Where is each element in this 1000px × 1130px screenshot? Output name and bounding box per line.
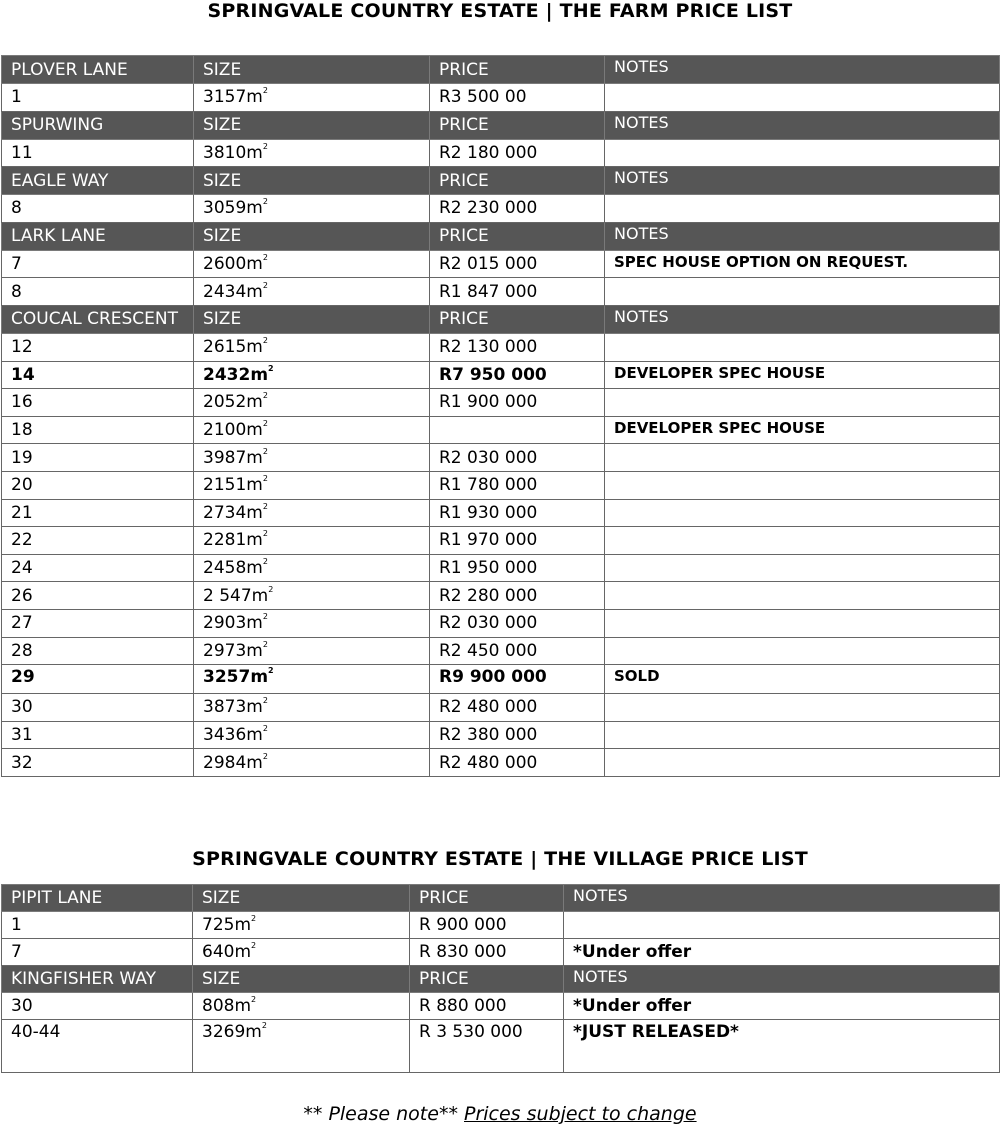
stand-number-cell: 11	[2, 139, 194, 167]
price-cell: R1 950 000	[430, 554, 605, 582]
table-row	[2, 637, 1000, 665]
notes-header: NOTES	[605, 111, 1000, 139]
notes-cell	[605, 527, 1000, 555]
size-cell	[194, 694, 430, 722]
size-value: 2984m	[203, 752, 263, 773]
farm-price-table	[1, 55, 1000, 777]
squared-superscript: 2	[251, 995, 257, 1004]
notes-cell: DEVELOPER SPEC HOUSE	[605, 361, 1000, 389]
street-name-header: PLOVER LANE	[2, 56, 194, 84]
stand-number-cell: 40-44	[2, 1020, 193, 1073]
stand-number-cell: 8	[2, 278, 194, 306]
squared-superscript: 2	[251, 941, 257, 950]
street-name-header: KINGFISHER WAY	[2, 966, 193, 993]
table-row	[2, 609, 1000, 637]
stand-number-cell: 21	[2, 499, 194, 527]
price-header: PRICE	[410, 885, 564, 912]
table-row	[2, 333, 1000, 361]
stand-number-cell: 27	[2, 609, 194, 637]
size-cell	[194, 389, 430, 417]
table-row	[2, 84, 1000, 112]
village-price-table	[1, 884, 1000, 1073]
notes-header: NOTES	[564, 966, 1000, 993]
price-cell: R3 500 00	[430, 84, 605, 112]
section-header-row	[2, 56, 1000, 84]
price-cell: R 3 530 000	[410, 1020, 564, 1073]
notes-header: NOTES	[605, 222, 1000, 250]
price-header: PRICE	[430, 111, 605, 139]
street-name-header: PIPIT LANE	[2, 885, 193, 912]
squared-superscript: 2	[261, 1021, 267, 1030]
section-header-row	[2, 222, 1000, 250]
table-row	[2, 527, 1000, 555]
village-price-list-title: SPRINGVALE COUNTRY ESTATE | THE VILLAGE PRICE LIST	[192, 848, 808, 870]
squared-superscript: 2	[268, 666, 274, 676]
price-cell: R2 480 000	[430, 694, 605, 722]
size-value: 2151m	[203, 475, 263, 496]
notes-header: NOTES	[605, 56, 1000, 84]
table-row	[2, 471, 1000, 499]
price-cell	[430, 416, 605, 444]
stand-number-cell: 1	[2, 84, 194, 112]
notes-cell	[605, 694, 1000, 722]
size-header: SIZE	[193, 885, 410, 912]
squared-superscript: 2	[262, 280, 268, 290]
table-row	[2, 665, 1000, 694]
table-row	[2, 195, 1000, 223]
squared-superscript: 2	[262, 336, 268, 346]
street-name-header: EAGLE WAY	[2, 167, 194, 195]
size-cell	[194, 637, 430, 665]
size-cell	[194, 250, 430, 278]
size-cell	[194, 665, 430, 694]
section-header-row	[2, 167, 1000, 195]
notes-cell: DEVELOPER SPEC HOUSE	[605, 416, 1000, 444]
notes-cell	[605, 139, 1000, 167]
size-value: 2734m	[203, 502, 263, 523]
stand-number-cell: 32	[2, 749, 194, 777]
size-header: SIZE	[194, 167, 430, 195]
table-row	[2, 1020, 1000, 1073]
size-cell	[194, 749, 430, 777]
price-cell: R1 847 000	[430, 278, 605, 306]
price-cell: R2 450 000	[430, 637, 605, 665]
squared-superscript: 2	[262, 696, 268, 706]
price-cell: R9 900 000	[430, 665, 605, 694]
price-cell: R7 950 000	[430, 361, 605, 389]
squared-superscript: 2	[262, 557, 268, 567]
squared-superscript: 2	[262, 612, 268, 622]
table-row	[2, 993, 1000, 1020]
price-cell: R2 380 000	[430, 721, 605, 749]
size-header: SIZE	[194, 56, 430, 84]
price-cell: R1 780 000	[430, 471, 605, 499]
price-cell: R2 230 000	[430, 195, 605, 223]
stand-number-cell: 18	[2, 416, 194, 444]
size-header: SIZE	[194, 305, 430, 333]
notes-cell	[605, 637, 1000, 665]
notes-cell: *Under offer	[564, 939, 1000, 966]
disclaimer-underlined: Prices subject to change	[464, 1103, 697, 1125]
stand-number-cell: 31	[2, 721, 194, 749]
stand-number-cell: 30	[2, 993, 193, 1020]
size-value: 3810m	[203, 142, 263, 163]
size-header: SIZE	[194, 222, 430, 250]
stand-number-cell: 7	[2, 250, 194, 278]
stand-number-cell: 24	[2, 554, 194, 582]
size-cell	[194, 721, 430, 749]
stand-number-cell: 7	[2, 939, 193, 966]
price-cell: R2 030 000	[430, 609, 605, 637]
notes-cell	[605, 333, 1000, 361]
squared-superscript: 2	[268, 363, 274, 373]
size-value: 3987m	[203, 447, 263, 468]
squared-superscript: 2	[262, 639, 268, 649]
price-cell: R2 015 000	[430, 250, 605, 278]
notes-cell	[605, 471, 1000, 499]
table-row	[2, 250, 1000, 278]
section-header-row	[2, 966, 1000, 993]
size-cell	[194, 84, 430, 112]
price-cell: R 830 000	[410, 939, 564, 966]
size-cell	[194, 471, 430, 499]
squared-superscript: 2	[262, 197, 268, 207]
stand-number-cell: 14	[2, 361, 194, 389]
price-cell: R2 130 000	[430, 333, 605, 361]
size-value: 640m	[202, 942, 252, 962]
stand-number-cell: 16	[2, 389, 194, 417]
price-header: PRICE	[430, 167, 605, 195]
stand-number-cell: 26	[2, 582, 194, 610]
table-row	[2, 444, 1000, 472]
notes-cell	[605, 554, 1000, 582]
table-row	[2, 499, 1000, 527]
price-cell: R2 030 000	[430, 444, 605, 472]
notes-cell	[605, 499, 1000, 527]
size-cell	[194, 416, 430, 444]
table-row	[2, 278, 1000, 306]
size-cell	[194, 195, 430, 223]
street-name-header: SPURWING	[2, 111, 194, 139]
stand-number-cell: 30	[2, 694, 194, 722]
disclaimer-prefix: ** Please note**	[303, 1103, 464, 1125]
table-row	[2, 749, 1000, 777]
table-row	[2, 361, 1000, 389]
size-value: 2281m	[203, 530, 263, 551]
stand-number-cell: 20	[2, 471, 194, 499]
section-header-row	[2, 305, 1000, 333]
size-cell	[194, 278, 430, 306]
size-header: SIZE	[194, 111, 430, 139]
stand-number-cell: 19	[2, 444, 194, 472]
size-value: 2 547m	[203, 585, 269, 606]
squared-superscript: 2	[268, 584, 274, 594]
notes-cell: *JUST RELEASED*	[564, 1020, 1000, 1073]
size-value: 2615m	[203, 337, 263, 358]
notes-cell	[605, 609, 1000, 637]
size-cell	[194, 444, 430, 472]
squared-superscript: 2	[251, 914, 257, 923]
size-cell	[194, 582, 430, 610]
table-row	[2, 694, 1000, 722]
price-cell: R2 280 000	[430, 582, 605, 610]
size-value: 3257m	[203, 667, 269, 688]
squared-superscript: 2	[262, 529, 268, 539]
size-cell	[193, 993, 410, 1020]
price-disclaimer	[0, 1103, 1000, 1125]
size-value: 3436m	[203, 724, 263, 745]
price-cell: R 880 000	[410, 993, 564, 1020]
size-value: 3157m	[203, 87, 263, 108]
notes-cell	[605, 195, 1000, 223]
price-header: PRICE	[410, 966, 564, 993]
table-row	[2, 389, 1000, 417]
notes-cell	[605, 444, 1000, 472]
price-cell: R1 970 000	[430, 527, 605, 555]
notes-cell: SPEC HOUSE OPTION ON REQUEST.	[605, 250, 1000, 278]
price-header: PRICE	[430, 305, 605, 333]
size-cell	[194, 554, 430, 582]
size-value: 2100m	[203, 420, 263, 441]
squared-superscript: 2	[262, 253, 268, 263]
size-cell	[194, 609, 430, 637]
farm-price-list-title: SPRINGVALE COUNTRY ESTATE | THE FARM PRICE LIST	[207, 0, 793, 22]
price-cell: R1 900 000	[430, 389, 605, 417]
size-value: 2434m	[203, 281, 263, 302]
notes-header: NOTES	[564, 885, 1000, 912]
size-value: 2973m	[203, 640, 263, 661]
stand-number-cell: 29	[2, 665, 194, 694]
stand-number-cell: 22	[2, 527, 194, 555]
size-value: 3269m	[202, 1022, 262, 1042]
price-header: PRICE	[430, 56, 605, 84]
notes-cell	[605, 749, 1000, 777]
squared-superscript: 2	[262, 751, 268, 761]
notes-cell	[605, 721, 1000, 749]
size-value: 2903m	[203, 613, 263, 634]
size-value: 808m	[202, 996, 252, 1016]
notes-cell: SOLD	[605, 665, 1000, 694]
section-header-row	[2, 111, 1000, 139]
size-cell	[193, 912, 410, 939]
squared-superscript: 2	[262, 501, 268, 511]
street-name-header: LARK LANE	[2, 222, 194, 250]
squared-superscript: 2	[262, 141, 268, 151]
stand-number-cell: 1	[2, 912, 193, 939]
size-cell	[194, 139, 430, 167]
size-cell	[194, 333, 430, 361]
notes-cell	[605, 278, 1000, 306]
size-value: 2600m	[203, 254, 263, 275]
notes-cell	[605, 582, 1000, 610]
section-header-row	[2, 885, 1000, 912]
table-row	[2, 582, 1000, 610]
price-cell: R2 180 000	[430, 139, 605, 167]
size-value: 2052m	[203, 392, 263, 413]
stand-number-cell: 28	[2, 637, 194, 665]
size-value: 725m	[202, 915, 252, 935]
size-cell	[194, 527, 430, 555]
size-cell	[193, 1020, 410, 1073]
size-cell	[194, 361, 430, 389]
squared-superscript: 2	[262, 446, 268, 456]
price-cell: R 900 000	[410, 912, 564, 939]
notes-header: NOTES	[605, 305, 1000, 333]
notes-header: NOTES	[605, 167, 1000, 195]
squared-superscript: 2	[262, 723, 268, 733]
size-value: 3873m	[203, 697, 263, 718]
notes-cell	[564, 912, 1000, 939]
size-header: SIZE	[193, 966, 410, 993]
notes-cell	[605, 389, 1000, 417]
street-name-header: COUCAL CRESCENT	[2, 305, 194, 333]
size-value: 2432m	[203, 364, 269, 385]
notes-cell: *Under offer	[564, 993, 1000, 1020]
size-value: 3059m	[203, 198, 263, 219]
stand-number-cell: 8	[2, 195, 194, 223]
size-cell	[193, 939, 410, 966]
notes-cell	[605, 84, 1000, 112]
table-row	[2, 554, 1000, 582]
table-row	[2, 721, 1000, 749]
price-header: PRICE	[430, 222, 605, 250]
size-value: 2458m	[203, 558, 263, 579]
table-row	[2, 416, 1000, 444]
table-row	[2, 139, 1000, 167]
table-row	[2, 939, 1000, 966]
squared-superscript: 2	[262, 419, 268, 429]
table-row	[2, 912, 1000, 939]
stand-number-cell: 12	[2, 333, 194, 361]
price-cell: R1 930 000	[430, 499, 605, 527]
squared-superscript: 2	[262, 86, 268, 96]
squared-superscript: 2	[262, 391, 268, 401]
price-cell: R2 480 000	[430, 749, 605, 777]
size-cell	[194, 499, 430, 527]
squared-superscript: 2	[262, 474, 268, 484]
